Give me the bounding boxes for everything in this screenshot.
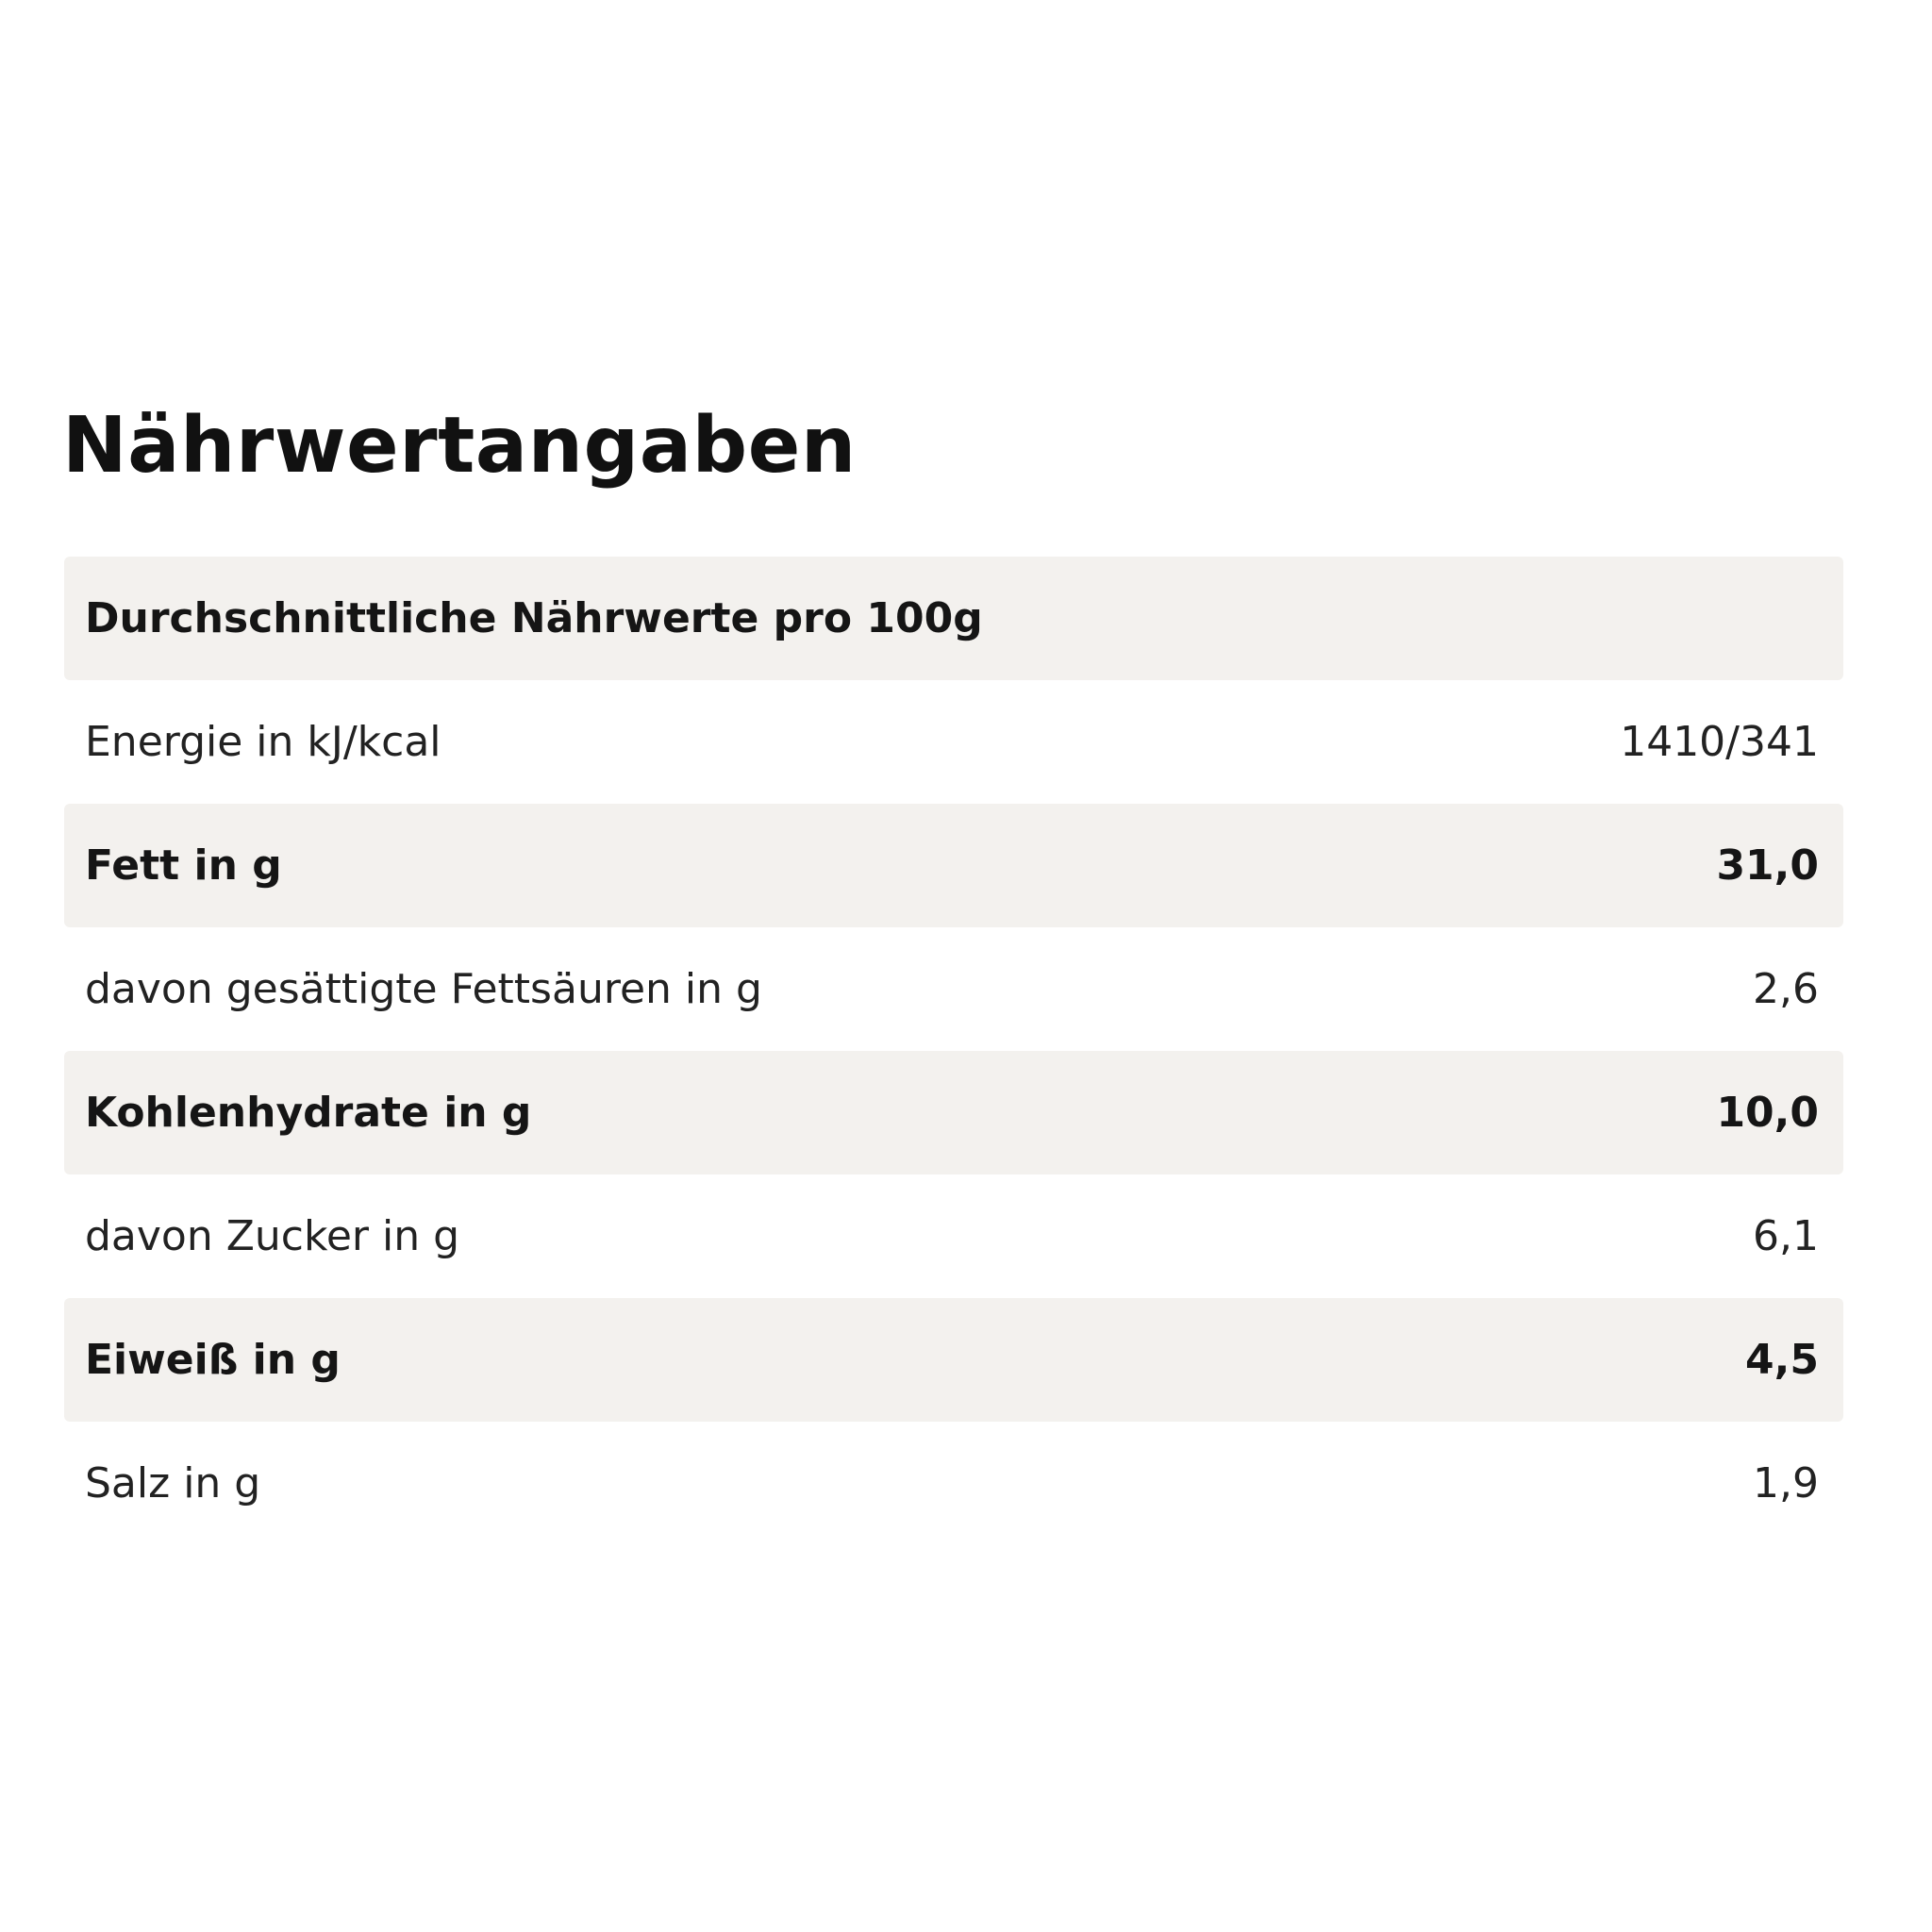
row-value: 4,5 — [1745, 1336, 1819, 1384]
table-row-energy — [64, 680, 1843, 804]
table-header-label: Durchschnittliche Nährwerte pro 100g — [85, 594, 983, 642]
page-title: Nährwertangaben — [62, 401, 857, 491]
table-row-carbohydrates — [64, 1051, 1843, 1174]
row-value: 31,0 — [1716, 841, 1819, 890]
row-value: 6,1 — [1753, 1212, 1819, 1260]
table-row-fat — [64, 804, 1843, 927]
row-label: davon gesättigte Fettsäuren in g — [85, 965, 762, 1013]
row-label: Fett in g — [85, 841, 282, 890]
row-value: 1,9 — [1753, 1459, 1819, 1507]
table-row-protein — [64, 1298, 1843, 1422]
row-label: Salz in g — [85, 1459, 261, 1507]
row-label: Energie in kJ/kcal — [85, 718, 441, 766]
row-label: Kohlenhydrate in g — [85, 1089, 532, 1137]
table-row-saturated-fat — [64, 927, 1843, 1051]
row-label: davon Zucker in g — [85, 1212, 460, 1260]
nutrition-table — [64, 557, 1843, 1545]
row-value: 10,0 — [1716, 1089, 1819, 1137]
table-header-row — [64, 557, 1843, 680]
table-row-sugar — [64, 1174, 1843, 1298]
row-value: 2,6 — [1753, 965, 1819, 1013]
row-value: 1410/341 — [1620, 718, 1819, 766]
row-label: Eiweiß in g — [85, 1336, 341, 1384]
table-row-salt — [64, 1422, 1843, 1545]
